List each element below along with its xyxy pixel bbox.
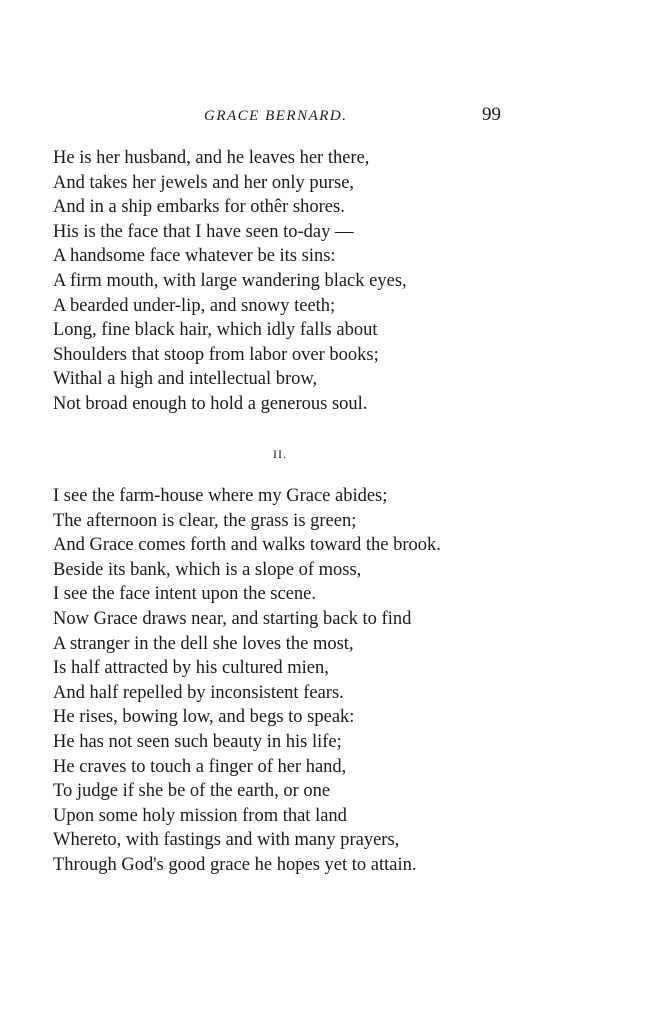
verse-line: A handsome face whatever be its sins: [53,246,336,267]
verse-line: Now Grace draws near, and starting back to find [53,608,412,629]
verse-line: To judge if she be of the earth, or one [53,781,331,802]
verse-line: A stranger in the dell she loves the most, [53,633,354,654]
verse-line: Whereto, with fastings and with many prayers, [53,830,400,851]
verse-line: Withal a high and intellectual brow, [53,369,318,390]
verse-line: And in a ship embarks for othêr shores. [53,197,345,218]
verse-line: He craves to touch a finger of her hand, [53,756,347,777]
verse-line: I see the farm-house where my Grace abides; [53,486,388,506]
section-number-label: II. [273,447,287,461]
running-title: GRACE BERNARD. [204,108,348,124]
verse-line: Is half attracted by his cultured mien, [53,658,329,679]
verse-line: He has not seen such beauty in his life; [53,731,342,752]
verse-line: Long, fine black hair, which idly falls about [53,320,378,341]
section-number [0,447,648,462]
stanza-1 [53,146,613,417]
verse-line: A bearded under-lip, and snowy teeth; [53,295,336,316]
verse-line: Not broad enough to hold a generous soul. [53,393,368,414]
verse-line: Upon some holy mission from that land [53,805,347,826]
verse-line: Through God's good grace he hopes yet to attain. [53,854,417,875]
page-number: 99 [482,104,501,125]
verse-line: I see the face intent upon the scene. [53,584,316,605]
verse-line: The afternoon is clear, the grass is green; [53,510,357,531]
verse-line: A firm mouth, with large wandering black eyes, [53,270,407,291]
verse-line: His is the face that I have seen to-day — [53,221,354,242]
verse-line: And takes her jewels and her only purse, [53,172,355,193]
verse-line: And half repelled by inconsistent fears. [53,682,344,703]
verse-line: And Grace comes forth and walks toward the brook. [53,535,441,556]
page-header [0,104,648,134]
verse-line: Shoulders that stoop from labor over books; [53,344,379,365]
verse-line: Beside its bank, which is a slope of moss, [53,559,362,580]
stanza-2 [53,484,613,878]
verse-line: He rises, bowing low, and begs to speak: [53,707,355,728]
verse-line: He is her husband, and he leaves her there, [53,148,370,168]
